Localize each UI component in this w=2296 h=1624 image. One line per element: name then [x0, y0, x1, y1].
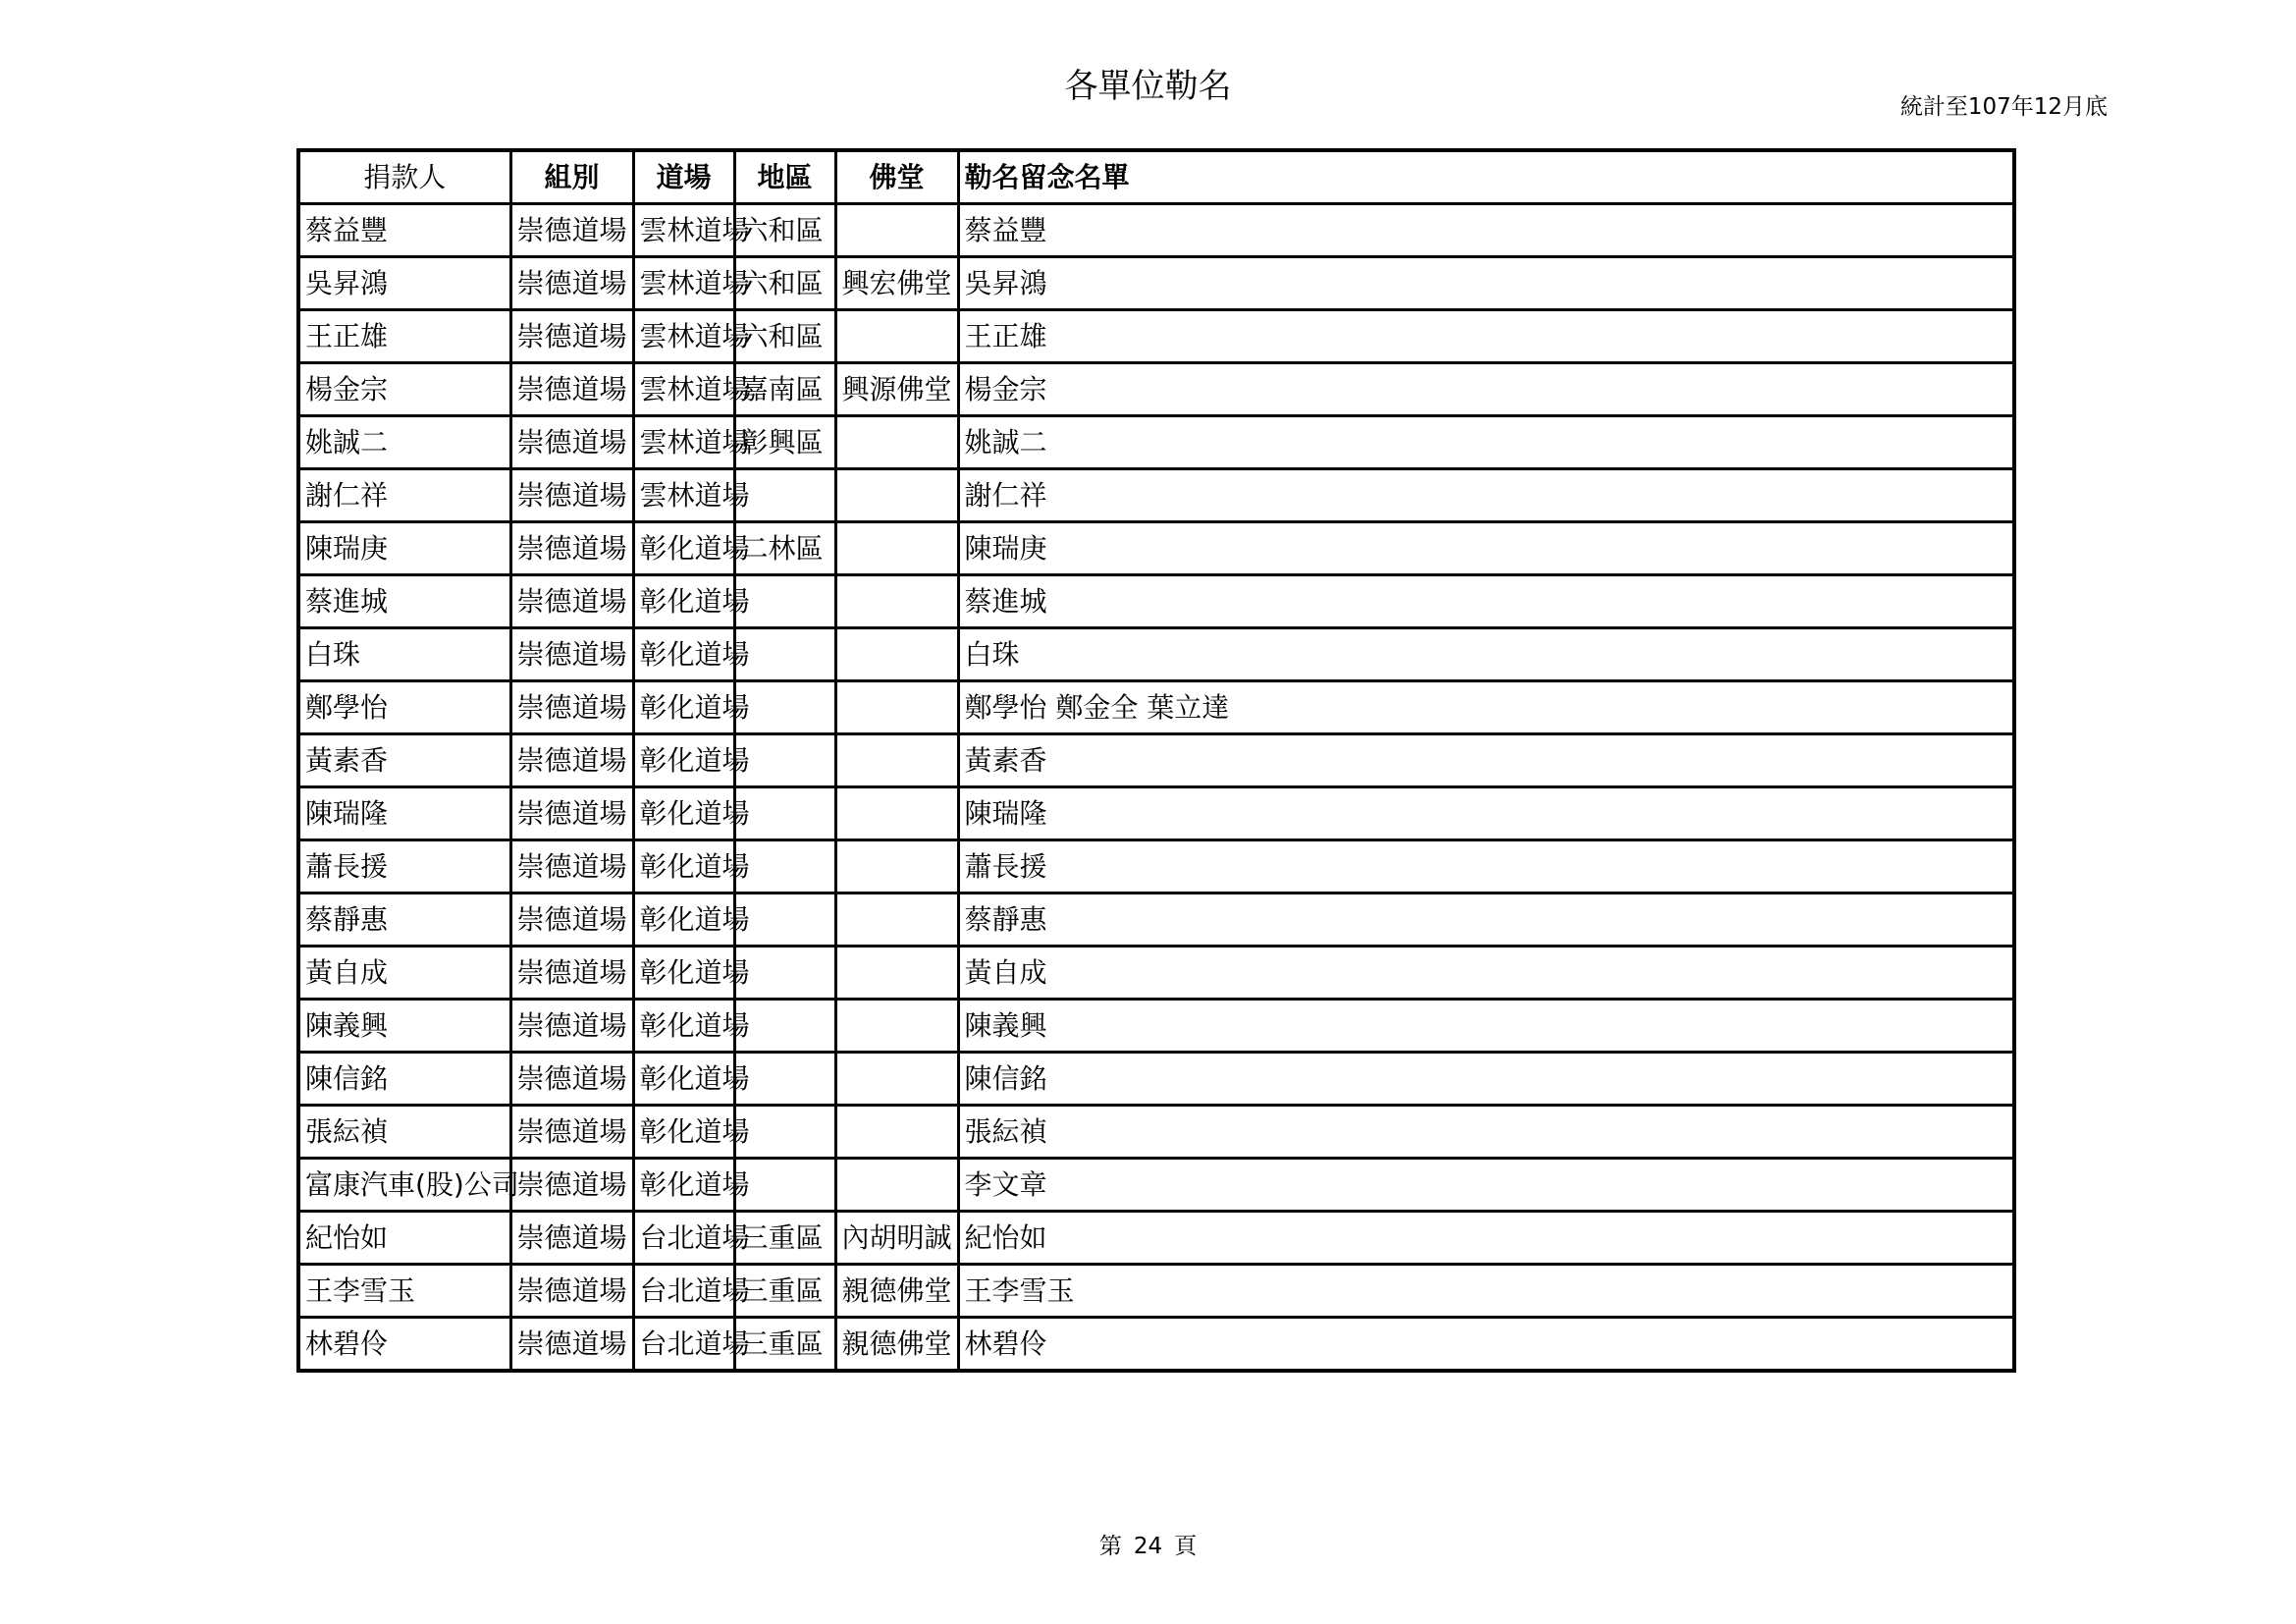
table-row [298, 734, 2014, 787]
cell-dojo: 彰化道場 [633, 840, 734, 893]
cell-donor: 蔡靜惠 [298, 893, 510, 947]
cell-temple: 興宏佛堂 [835, 257, 958, 310]
cell-inscription-names: 蔡靜惠 [958, 893, 2014, 947]
cell-inscription-names: 陳信銘 [958, 1053, 2014, 1106]
cell-temple [835, 310, 958, 363]
table-row [298, 469, 2014, 522]
cell-group: 崇德道場 [510, 1212, 633, 1265]
table-row [298, 1265, 2014, 1318]
cell-dojo: 彰化道場 [633, 1106, 734, 1159]
cell-region: 三重區 [734, 1318, 835, 1372]
table-row [298, 787, 2014, 840]
table-row [298, 1000, 2014, 1053]
cell-inscription-names: 姚誠二 [958, 416, 2014, 469]
cell-dojo: 彰化道場 [633, 1159, 734, 1212]
cell-region: 六和區 [734, 310, 835, 363]
cell-temple [835, 628, 958, 681]
cell-region: 二林區 [734, 522, 835, 575]
column-header-region: 地區 [734, 150, 835, 204]
cell-group: 崇德道場 [510, 840, 633, 893]
cell-donor: 黃素香 [298, 734, 510, 787]
cell-donor: 黃自成 [298, 947, 510, 1000]
table-header-row [298, 150, 2014, 204]
cell-dojo: 雲林道場 [633, 204, 734, 257]
cell-temple [835, 947, 958, 1000]
cell-group: 崇德道場 [510, 681, 633, 734]
page-number [0, 1532, 2296, 1561]
cell-donor: 紀怡如 [298, 1212, 510, 1265]
cell-inscription-names: 楊金宗 [958, 363, 2014, 416]
cell-dojo: 雲林道場 [633, 310, 734, 363]
cell-dojo: 彰化道場 [633, 893, 734, 947]
table-row [298, 363, 2014, 416]
cell-dojo: 雲林道場 [633, 416, 734, 469]
cell-dojo: 雲林道場 [633, 363, 734, 416]
column-header-temple: 佛堂 [835, 150, 958, 204]
cell-donor: 張紜禎 [298, 1106, 510, 1159]
table-body [298, 204, 2014, 1372]
cell-temple [835, 787, 958, 840]
cell-donor: 姚誠二 [298, 416, 510, 469]
cell-group: 崇德道場 [510, 469, 633, 522]
cell-dojo: 彰化道場 [633, 522, 734, 575]
cell-temple: 內胡明誠 [835, 1212, 958, 1265]
table-row [298, 257, 2014, 310]
cell-group: 崇德道場 [510, 947, 633, 1000]
cell-donor: 林碧伶 [298, 1318, 510, 1372]
cell-group: 崇德道場 [510, 204, 633, 257]
table-row [298, 947, 2014, 1000]
cell-group: 崇德道場 [510, 257, 633, 310]
cell-inscription-names: 黃素香 [958, 734, 2014, 787]
table-row [298, 575, 2014, 628]
cell-temple: 親德佛堂 [835, 1265, 958, 1318]
cell-temple [835, 1106, 958, 1159]
cell-dojo: 雲林道場 [633, 469, 734, 522]
cell-dojo: 彰化道場 [633, 1000, 734, 1053]
cell-group: 崇德道場 [510, 1053, 633, 1106]
cell-donor: 王李雪玉 [298, 1265, 510, 1318]
table-row [298, 840, 2014, 893]
cell-donor: 陳瑞隆 [298, 787, 510, 840]
cell-temple [835, 1000, 958, 1053]
cell-group: 崇德道場 [510, 1159, 633, 1212]
statistics-date-note: 統計至107年12月底 [1899, 94, 2108, 120]
cell-dojo: 彰化道場 [633, 681, 734, 734]
cell-inscription-names: 張紜禎 [958, 1106, 2014, 1159]
cell-inscription-names: 黃自成 [958, 947, 2014, 1000]
cell-region: 彰興區 [734, 416, 835, 469]
cell-group: 崇德道場 [510, 363, 633, 416]
cell-donor: 蕭長援 [298, 840, 510, 893]
cell-donor: 吳昇鴻 [298, 257, 510, 310]
cell-temple [835, 1053, 958, 1106]
cell-region: 三重區 [734, 1265, 835, 1318]
cell-temple [835, 681, 958, 734]
cell-group: 崇德道場 [510, 1106, 633, 1159]
cell-temple [835, 575, 958, 628]
cell-donor: 王正雄 [298, 310, 510, 363]
cell-inscription-names: 陳瑞隆 [958, 787, 2014, 840]
cell-temple [835, 469, 958, 522]
cell-donor: 白珠 [298, 628, 510, 681]
cell-group: 崇德道場 [510, 1318, 633, 1372]
cell-dojo: 雲林道場 [633, 257, 734, 310]
cell-group: 崇德道場 [510, 1265, 633, 1318]
cell-temple [835, 1159, 958, 1212]
cell-group: 崇德道場 [510, 575, 633, 628]
cell-region: 嘉南區 [734, 363, 835, 416]
cell-dojo: 彰化道場 [633, 947, 734, 1000]
table-row [298, 522, 2014, 575]
cell-temple: 興源佛堂 [835, 363, 958, 416]
table-row [298, 416, 2014, 469]
cell-inscription-names: 林碧伶 [958, 1318, 2014, 1372]
page-suffix: 頁 [1174, 1534, 1198, 1559]
cell-inscription-names: 紀怡如 [958, 1212, 2014, 1265]
table-row [298, 1106, 2014, 1159]
table-row [298, 204, 2014, 257]
cell-inscription-names: 鄭學怡 鄭金全 葉立達 [958, 681, 2014, 734]
cell-temple [835, 522, 958, 575]
column-header-group: 組別 [510, 150, 633, 204]
table-row [298, 1318, 2014, 1372]
cell-inscription-names: 蔡益豐 [958, 204, 2014, 257]
column-header-inscription-list: 勒名留念名單 [958, 150, 2014, 204]
table-row [298, 1053, 2014, 1106]
cell-dojo: 彰化道場 [633, 734, 734, 787]
column-header-dojo: 道場 [633, 150, 734, 204]
table-row [298, 628, 2014, 681]
cell-donor: 謝仁祥 [298, 469, 510, 522]
cell-inscription-names: 蔡進城 [958, 575, 2014, 628]
cell-temple: 親德佛堂 [835, 1318, 958, 1372]
table-row [298, 1212, 2014, 1265]
cell-inscription-names: 吳昇鴻 [958, 257, 2014, 310]
cell-inscription-names: 陳義興 [958, 1000, 2014, 1053]
cell-temple [835, 893, 958, 947]
cell-inscription-names: 李文章 [958, 1159, 2014, 1212]
cell-dojo: 彰化道場 [633, 575, 734, 628]
cell-temple [835, 734, 958, 787]
page-title: 各單位勒名 [1064, 67, 1232, 106]
cell-temple [835, 840, 958, 893]
cell-group: 崇德道場 [510, 1000, 633, 1053]
cell-donor: 蔡進城 [298, 575, 510, 628]
cell-group: 崇德道場 [510, 734, 633, 787]
cell-inscription-names: 謝仁祥 [958, 469, 2014, 522]
cell-dojo: 彰化道場 [633, 1053, 734, 1106]
cell-dojo: 彰化道場 [633, 787, 734, 840]
cell-region: 三重區 [734, 1212, 835, 1265]
cell-dojo: 彰化道場 [633, 628, 734, 681]
cell-dojo: 台北道場 [633, 1212, 734, 1265]
cell-donor: 富康汽車(股)公司 [298, 1159, 510, 1212]
cell-inscription-names: 王李雪玉 [958, 1265, 2014, 1318]
table-row [298, 893, 2014, 947]
cell-group: 崇德道場 [510, 310, 633, 363]
donor-table [296, 148, 2016, 1373]
cell-donor: 鄭學怡 [298, 681, 510, 734]
table-row [298, 1159, 2014, 1212]
cell-group: 崇德道場 [510, 628, 633, 681]
page-prefix: 第 [1098, 1534, 1122, 1559]
cell-donor: 陳義興 [298, 1000, 510, 1053]
cell-group: 崇德道場 [510, 893, 633, 947]
cell-donor: 陳信銘 [298, 1053, 510, 1106]
cell-group: 崇德道場 [510, 522, 633, 575]
cell-inscription-names: 陳瑞庚 [958, 522, 2014, 575]
cell-dojo: 台北道場 [633, 1318, 734, 1372]
cell-region: 六和區 [734, 257, 835, 310]
cell-inscription-names: 白珠 [958, 628, 2014, 681]
cell-donor: 楊金宗 [298, 363, 510, 416]
cell-inscription-names: 蕭長援 [958, 840, 2014, 893]
cell-region: 六和區 [734, 204, 835, 257]
cell-donor: 陳瑞庚 [298, 522, 510, 575]
cell-group: 崇德道場 [510, 416, 633, 469]
cell-inscription-names: 王正雄 [958, 310, 2014, 363]
cell-temple [835, 204, 958, 257]
cell-dojo: 台北道場 [633, 1265, 734, 1318]
table-row [298, 681, 2014, 734]
table-row [298, 310, 2014, 363]
cell-temple [835, 416, 958, 469]
column-header-donor: 捐款人 [298, 150, 510, 204]
cell-donor: 蔡益豐 [298, 204, 510, 257]
page-number-value: 24 [1133, 1534, 1163, 1559]
cell-group: 崇德道場 [510, 787, 633, 840]
